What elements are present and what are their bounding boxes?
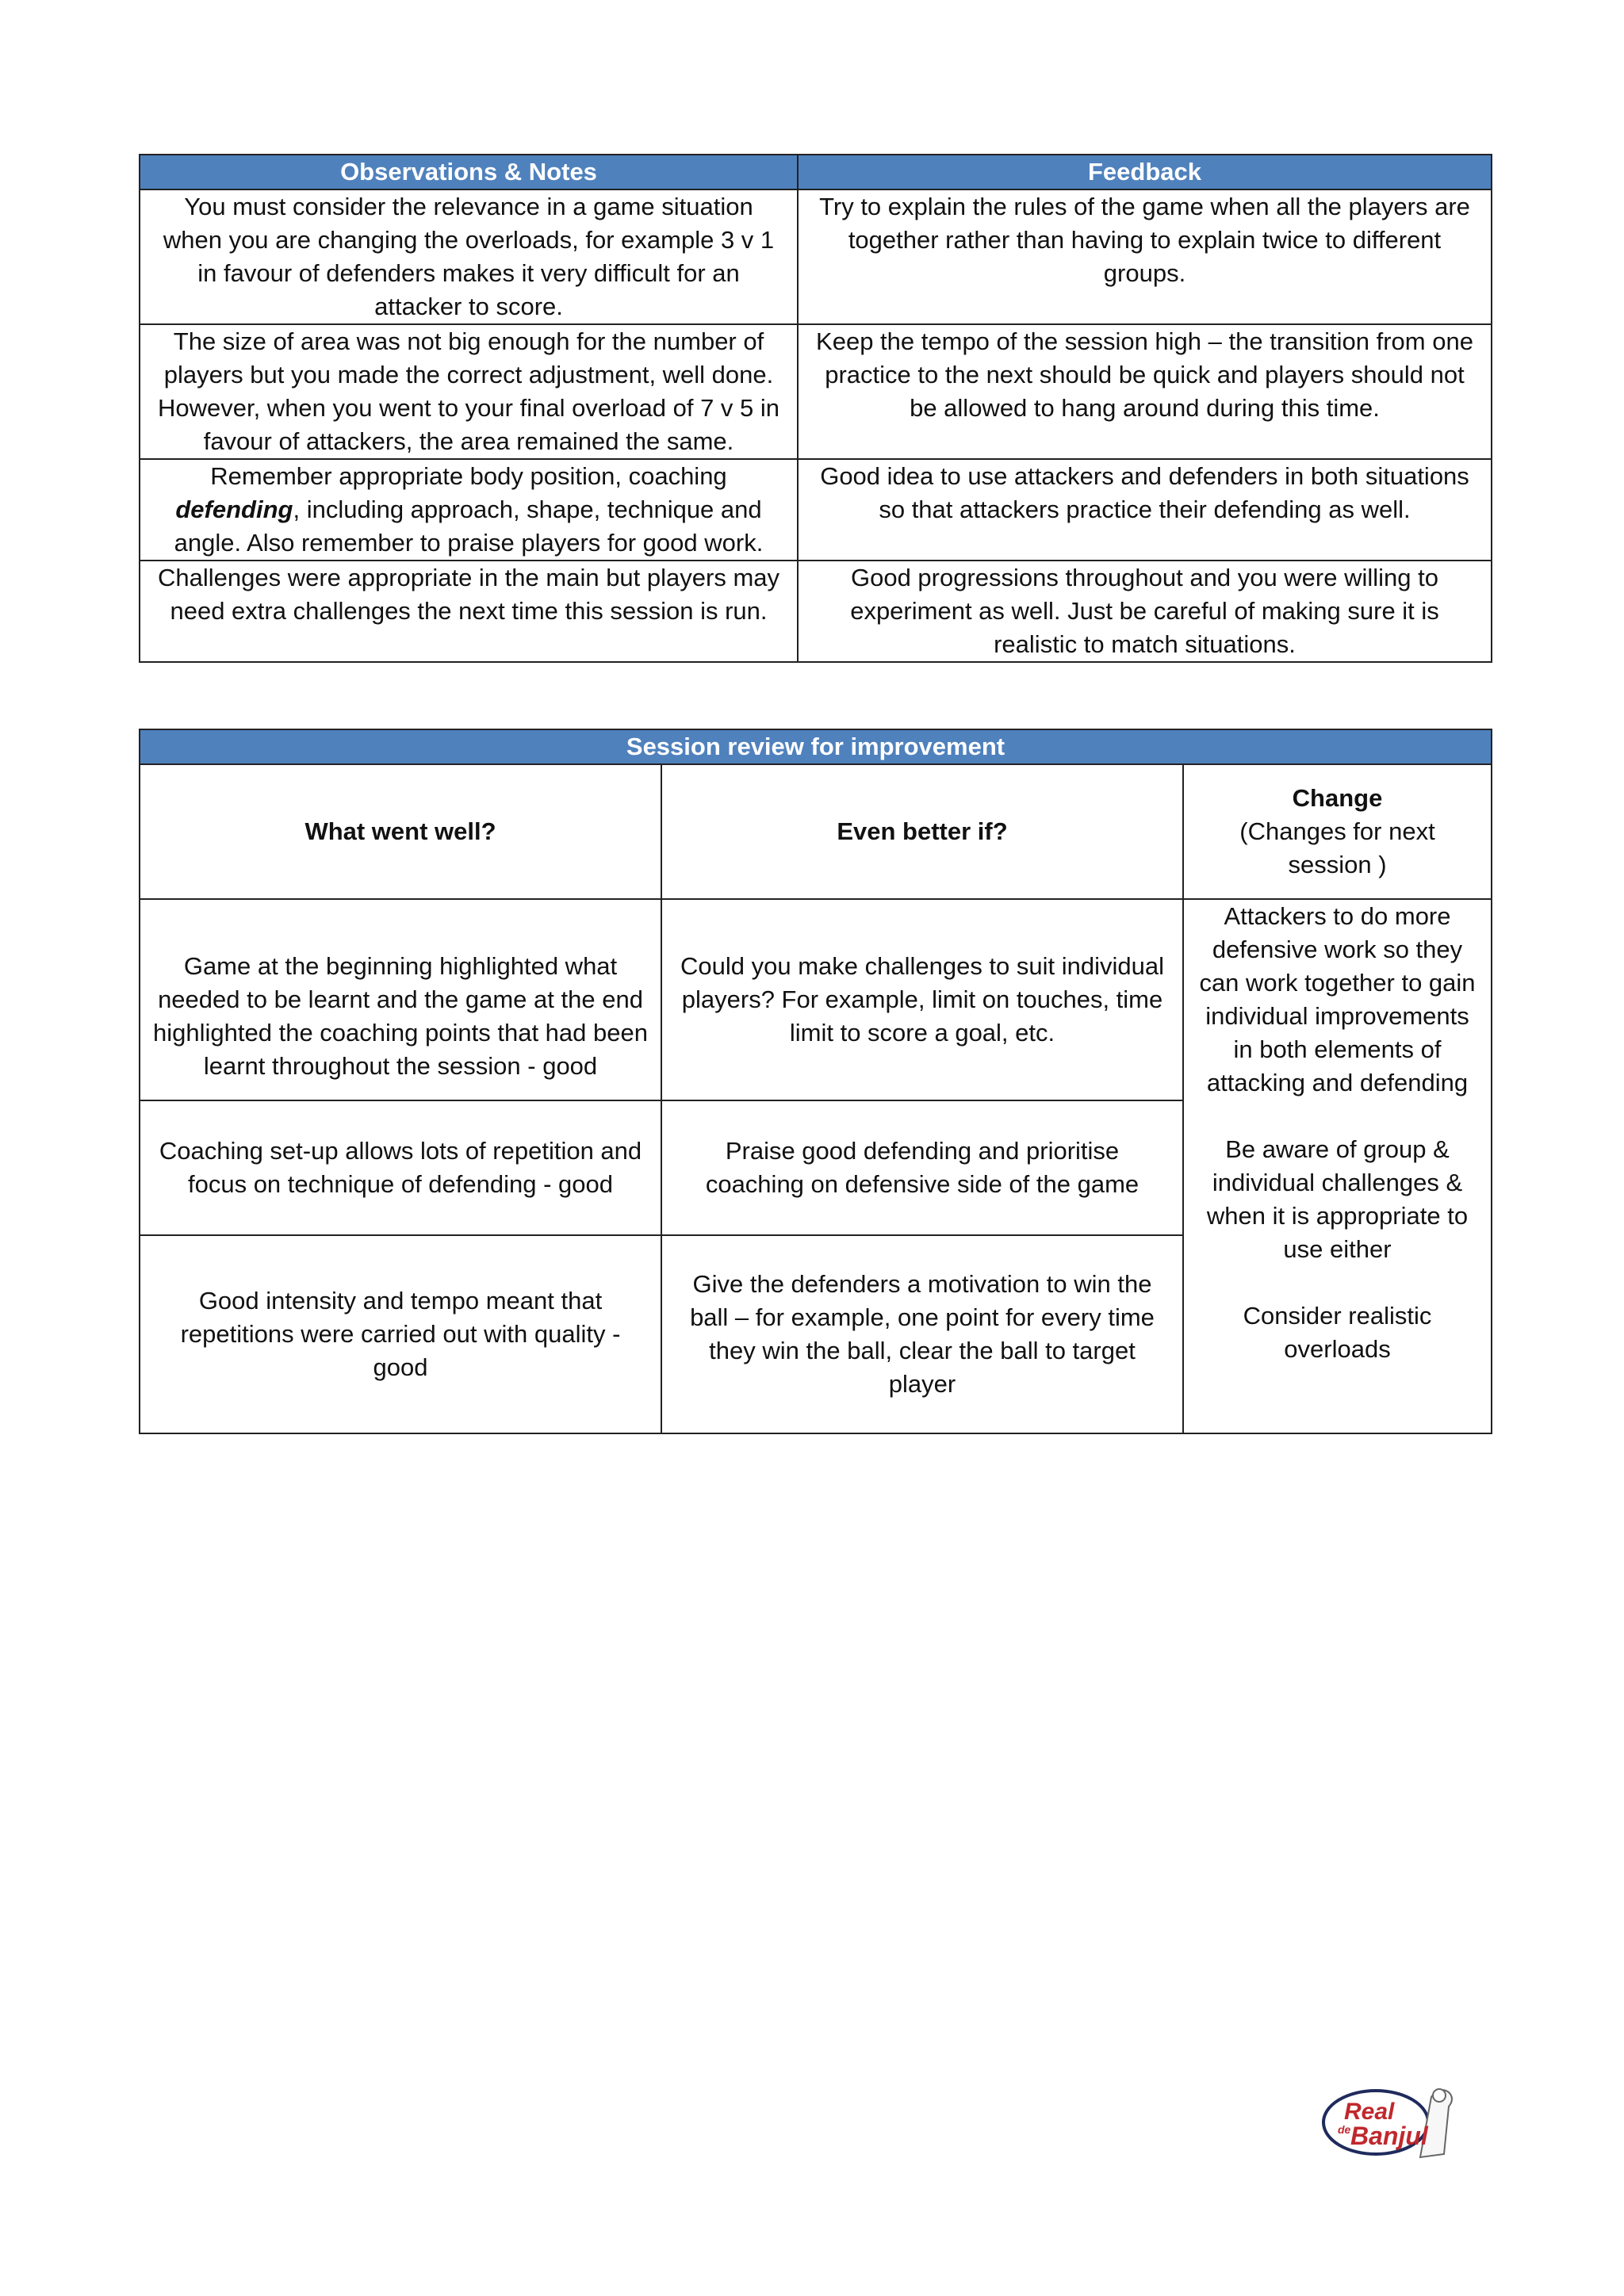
observation-cell: You must consider the relevance in a game situation when you are changing the overloads, for example 3 v 1 in favour of defenders makes it very difficult for an attacker to score. bbox=[140, 189, 798, 324]
observation-cell bbox=[140, 459, 798, 561]
observation-text: , including approach, shape, technique and angle. Also remember to praise players for good work. bbox=[174, 496, 764, 557]
went-well-cell: Game at the beginning highlighted what needed to be learnt and the game at the end highlighted the coaching points that had been learnt throughout the session - good bbox=[140, 899, 661, 1100]
feedback-cell: Try to explain the rules of the game when all the players are together rather than having to explain twice to different groups. bbox=[798, 189, 1492, 324]
change-cell bbox=[1183, 899, 1492, 1433]
went-well-cell: Coaching set-up allows lots of repetition and focus on technique of defending - good bbox=[140, 1100, 661, 1235]
table-row bbox=[140, 324, 1492, 459]
change-item: Attackers to do more defensive work so they can work together to gain individual improvements in both elements of attacking and defending bbox=[1199, 902, 1476, 1096]
change-item: Consider realistic overloads bbox=[1243, 1302, 1432, 1363]
emphasis-text: defending bbox=[175, 496, 293, 523]
went-well-header: What went well? bbox=[140, 764, 661, 899]
logo-text: Real bbox=[1344, 2099, 1395, 2125]
even-better-cell: Could you make challenges to suit individual players? For example, limit on touches, time limit to score a goal, etc. bbox=[661, 899, 1183, 1100]
feedback-cell: Good progressions throughout and you were willing to experiment as well. Just be careful of making sure it is realistic to match situations. bbox=[798, 561, 1492, 662]
observations-table bbox=[139, 154, 1492, 663]
change-subtitle: (Changes for next session ) bbox=[1239, 817, 1435, 878]
observations-header: Observations & Notes bbox=[140, 155, 798, 189]
observation-cell: Challenges were appropriate in the main but players may need extra challenges the next time this session is run. bbox=[140, 561, 798, 662]
change-item: Be aware of group & individual challenges & when it is appropriate to use either bbox=[1206, 1135, 1469, 1263]
feedback-cell: Keep the tempo of the session high – the transition from one practice to the next should be quick and players should not be allowed to hang around during this time. bbox=[798, 324, 1492, 459]
table-row bbox=[140, 189, 1492, 324]
table-row bbox=[140, 459, 1492, 561]
observation-text: Remember appropriate body position, coaching bbox=[210, 462, 727, 490]
session-review-table bbox=[139, 729, 1492, 1434]
logo-text: Banjul bbox=[1350, 2122, 1428, 2150]
even-better-header: Even better if? bbox=[661, 764, 1183, 899]
table-row bbox=[140, 561, 1492, 662]
session-review-title: Session review for improvement bbox=[140, 729, 1492, 764]
feedback-header: Feedback bbox=[798, 155, 1492, 189]
even-better-cell: Praise good defending and prioritise coaching on defensive side of the game bbox=[661, 1100, 1183, 1235]
change-title: Change bbox=[1292, 784, 1383, 812]
change-header bbox=[1183, 764, 1492, 899]
real-de-banjul-logo bbox=[1320, 2081, 1459, 2172]
feedback-cell: Good idea to use attackers and defenders in both situations so that attackers practice their defending as well. bbox=[798, 459, 1492, 561]
logo-text: de bbox=[1338, 2123, 1351, 2136]
table-row bbox=[140, 899, 1492, 1100]
went-well-cell: Good intensity and tempo meant that repetitions were carried out with quality - good bbox=[140, 1235, 661, 1433]
observation-cell: The size of area was not big enough for the number of players but you made the correct adjustment, well done. However, when you went to your final overload of 7 v 5 in favour of attackers, the area remained the same. bbox=[140, 324, 798, 459]
even-better-cell: Give the defenders a motivation to win the ball – for example, one point for every time they win the ball, clear the ball to target player bbox=[661, 1235, 1183, 1433]
